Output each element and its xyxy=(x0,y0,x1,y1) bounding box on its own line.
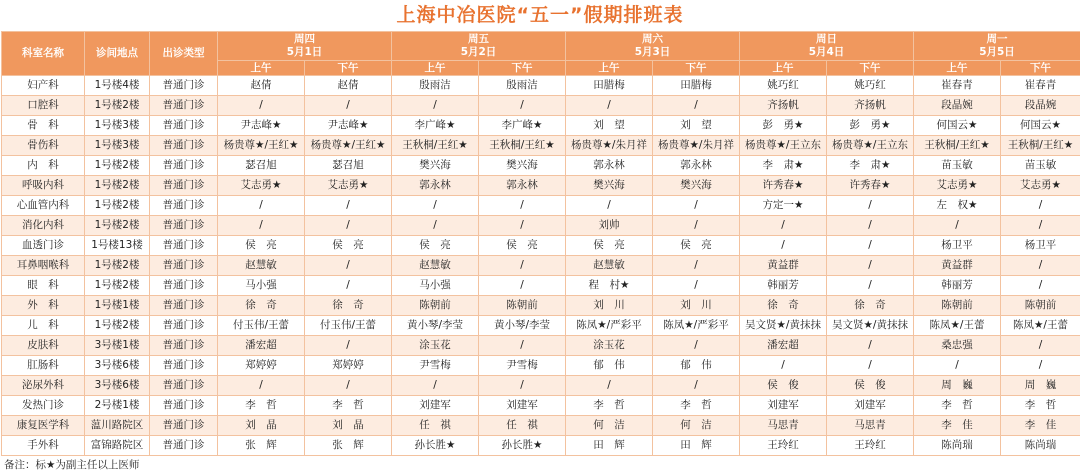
doctor-cell: 陈凤★/王蕾 xyxy=(914,316,1001,336)
table-row xyxy=(2,176,1080,196)
doctor-cell: 付玉伟/王蕾 xyxy=(218,316,305,336)
location-cell: 1号楼2楼 xyxy=(85,216,150,236)
doctor-cell: 张 辉 xyxy=(218,436,305,456)
doctor-cell: 艾志勇★ xyxy=(218,176,305,196)
location-cell: 富锦路院区 xyxy=(85,436,150,456)
doctor-cell: 周 巍 xyxy=(914,376,1001,396)
dept-cell: 泌尿外科 xyxy=(2,376,85,396)
doctor-cell: 程 村★ xyxy=(566,276,653,296)
table-row xyxy=(2,256,1080,276)
doctor-cell: / xyxy=(827,356,914,376)
header-day: 周五 5月2日 xyxy=(392,32,566,61)
doctor-cell: / xyxy=(653,276,740,296)
doctor-cell: 徐 奇 xyxy=(827,296,914,316)
doctor-cell: 王秋桐/王红★ xyxy=(479,136,566,156)
doctor-cell: 郁 伟 xyxy=(653,356,740,376)
doctor-cell: / xyxy=(827,256,914,276)
table-row xyxy=(2,116,1080,136)
doctor-cell: 段晶婉 xyxy=(1001,96,1080,116)
doctor-cell: / xyxy=(479,216,566,236)
doctor-cell: 刘 晶 xyxy=(305,416,392,436)
table-row xyxy=(2,376,1080,396)
doctor-cell: / xyxy=(305,96,392,116)
doctor-cell: / xyxy=(1001,216,1080,236)
header-session-am: 上午 xyxy=(914,61,1001,76)
doctor-cell: / xyxy=(653,196,740,216)
dept-cell: 消化内科 xyxy=(2,216,85,236)
doctor-cell: 杨贵尊★/王红★ xyxy=(305,136,392,156)
doctor-cell: / xyxy=(305,216,392,236)
doctor-cell: 侯 亮 xyxy=(218,236,305,256)
dept-cell: 康复医学科 xyxy=(2,416,85,436)
doctor-cell: 艾志勇★ xyxy=(305,176,392,196)
type-cell: 普通门诊 xyxy=(150,216,218,236)
type-cell: 普通门诊 xyxy=(150,136,218,156)
doctor-cell: 杨贵尊★/朱月祥 xyxy=(653,136,740,156)
doctor-cell: 尹雪梅 xyxy=(479,356,566,376)
dept-cell: 肛肠科 xyxy=(2,356,85,376)
doctor-cell: / xyxy=(827,336,914,356)
table-row xyxy=(2,236,1080,256)
doctor-cell: / xyxy=(1001,276,1080,296)
doctor-cell: 付玉伟/王蕾 xyxy=(305,316,392,336)
doctor-cell: 刘 川 xyxy=(566,296,653,316)
doctor-cell: 何国云★ xyxy=(1001,116,1080,136)
header-session-pm: 下午 xyxy=(1001,61,1080,76)
doctor-cell: 王玲红 xyxy=(740,436,827,456)
doctor-cell: 杨卫平 xyxy=(1001,236,1080,256)
doctor-cell: / xyxy=(305,336,392,356)
doctor-cell: 赵慧敏 xyxy=(392,256,479,276)
dept-cell: 皮肤科 xyxy=(2,336,85,356)
location-cell: 1号楼2楼 xyxy=(85,176,150,196)
doctor-cell: 李 佳 xyxy=(914,416,1001,436)
doctor-cell: 赵倩 xyxy=(218,76,305,96)
type-cell: 普通门诊 xyxy=(150,76,218,96)
doctor-cell: / xyxy=(305,256,392,276)
doctor-cell: 侯 亮 xyxy=(305,236,392,256)
type-cell: 普通门诊 xyxy=(150,176,218,196)
doctor-cell: 徐 奇 xyxy=(305,296,392,316)
doctor-cell: 郭永林 xyxy=(566,156,653,176)
doctor-cell: 侯 亮 xyxy=(566,236,653,256)
doctor-cell: 王秋桐/王红★ xyxy=(392,136,479,156)
doctor-cell: / xyxy=(218,216,305,236)
doctor-cell: / xyxy=(740,356,827,376)
table-row xyxy=(2,96,1080,116)
doctor-cell: 杨贵尊★/王立东 xyxy=(827,136,914,156)
header-session-am: 上午 xyxy=(392,61,479,76)
table-row xyxy=(2,216,1080,236)
table-row xyxy=(2,396,1080,416)
type-cell: 普通门诊 xyxy=(150,336,218,356)
doctor-cell: 孙长胜★ xyxy=(479,436,566,456)
doctor-cell: 郭永林 xyxy=(392,176,479,196)
table-row xyxy=(2,436,1080,456)
table-row xyxy=(2,356,1080,376)
doctor-cell: / xyxy=(479,196,566,216)
location-cell: 1号楼2楼 xyxy=(85,276,150,296)
location-cell: 2号楼1楼 xyxy=(85,396,150,416)
doctor-cell: / xyxy=(1001,256,1080,276)
dept-cell: 眼 科 xyxy=(2,276,85,296)
doctor-cell: 瑟召旭 xyxy=(305,156,392,176)
doctor-cell: / xyxy=(740,236,827,256)
doctor-cell: 李 哲 xyxy=(914,396,1001,416)
doctor-cell: 王玲红 xyxy=(827,436,914,456)
dept-cell: 儿 科 xyxy=(2,316,85,336)
dept-cell: 发热门诊 xyxy=(2,396,85,416)
doctor-cell: 李 哲 xyxy=(218,396,305,416)
doctor-cell: 刘建军 xyxy=(740,396,827,416)
doctor-cell: 姚巧红 xyxy=(827,76,914,96)
doctor-cell: 刘 望 xyxy=(653,116,740,136)
type-cell: 普通门诊 xyxy=(150,196,218,216)
doctor-cell: / xyxy=(392,196,479,216)
doctor-cell: 郁 伟 xyxy=(566,356,653,376)
location-cell: 3号楼6楼 xyxy=(85,356,150,376)
table-row xyxy=(2,276,1080,296)
doctor-cell: / xyxy=(827,236,914,256)
doctor-cell: / xyxy=(566,376,653,396)
doctor-cell: 黄小琴/李莹 xyxy=(479,316,566,336)
doctor-cell: 张 辉 xyxy=(305,436,392,456)
doctor-cell: / xyxy=(479,96,566,116)
doctor-cell: 陈朝前 xyxy=(1001,296,1080,316)
header-session-pm: 下午 xyxy=(827,61,914,76)
type-cell: 普通门诊 xyxy=(150,276,218,296)
doctor-cell: / xyxy=(392,376,479,396)
doctor-cell: / xyxy=(566,96,653,116)
type-cell: 普通门诊 xyxy=(150,316,218,336)
doctor-cell: 殷雨洁 xyxy=(392,76,479,96)
doctor-cell: / xyxy=(653,96,740,116)
doctor-cell: 侯 亮 xyxy=(479,236,566,256)
doctor-cell: 李 肃★ xyxy=(740,156,827,176)
doctor-cell: 侯 俊 xyxy=(827,376,914,396)
doctor-cell: 杨贵尊★/王红★ xyxy=(218,136,305,156)
doctor-cell: 殷雨洁 xyxy=(479,76,566,96)
doctor-cell: 陈凤★/王蕾 xyxy=(1001,316,1080,336)
doctor-cell: 刘建军 xyxy=(392,396,479,416)
doctor-cell: / xyxy=(218,96,305,116)
doctor-cell: 涂玉花 xyxy=(566,336,653,356)
type-cell: 普通门诊 xyxy=(150,436,218,456)
doctor-cell: 刘 川 xyxy=(653,296,740,316)
doctor-cell: / xyxy=(653,216,740,236)
doctor-cell: / xyxy=(479,276,566,296)
doctor-cell: 彭 勇★ xyxy=(827,116,914,136)
table-row xyxy=(2,296,1080,316)
doctor-cell: / xyxy=(218,196,305,216)
doctor-cell: 何 洁 xyxy=(566,416,653,436)
type-cell: 普通门诊 xyxy=(150,296,218,316)
doctor-cell: 徐 奇 xyxy=(218,296,305,316)
doctor-cell: 赵慧敏 xyxy=(218,256,305,276)
doctor-cell: / xyxy=(479,256,566,276)
doctor-cell: / xyxy=(827,196,914,216)
doctor-cell: 赵倩 xyxy=(305,76,392,96)
doctor-cell: 樊兴海 xyxy=(653,176,740,196)
doctor-cell: / xyxy=(740,216,827,236)
doctor-cell: 瑟召旭 xyxy=(218,156,305,176)
header-day: 周四 5月1日 xyxy=(218,32,392,61)
doctor-cell: 杨卫平 xyxy=(914,236,1001,256)
doctor-cell: 韩丽芳 xyxy=(740,276,827,296)
header-day: 周日 5月4日 xyxy=(740,32,914,61)
doctor-cell: 齐扬帆 xyxy=(740,96,827,116)
doctor-cell: 尹志峰★ xyxy=(305,116,392,136)
doctor-cell: / xyxy=(653,376,740,396)
doctor-cell: 徐 奇 xyxy=(740,296,827,316)
doctor-cell: 苗玉敏 xyxy=(1001,156,1080,176)
doctor-cell: 李广峰★ xyxy=(479,116,566,136)
doctor-cell: 李 哲 xyxy=(305,396,392,416)
dept-cell: 口腔科 xyxy=(2,96,85,116)
type-cell: 普通门诊 xyxy=(150,236,218,256)
doctor-cell: 田 辉 xyxy=(566,436,653,456)
doctor-cell: 马思青 xyxy=(740,416,827,436)
doctor-cell: / xyxy=(827,216,914,236)
doctor-cell: 刘建军 xyxy=(827,396,914,416)
header-day: 周一 5月5日 xyxy=(914,32,1080,61)
doctor-cell: 崔春青 xyxy=(1001,76,1080,96)
doctor-cell: / xyxy=(914,216,1001,236)
doctor-cell: 崔春青 xyxy=(914,76,1001,96)
schedule-table xyxy=(1,31,1080,456)
type-cell: 普通门诊 xyxy=(150,396,218,416)
type-cell: 普通门诊 xyxy=(150,156,218,176)
doctor-cell: / xyxy=(305,196,392,216)
doctor-cell: / xyxy=(305,376,392,396)
header-session-pm: 下午 xyxy=(653,61,740,76)
doctor-cell: 任 祺 xyxy=(479,416,566,436)
doctor-cell: 杨贵尊★/王立东 xyxy=(740,136,827,156)
doctor-cell: 左 权★ xyxy=(914,196,1001,216)
doctor-cell: 郭永林 xyxy=(479,176,566,196)
doctor-cell: / xyxy=(479,376,566,396)
doctor-cell: / xyxy=(653,256,740,276)
doctor-cell: 郑婷婷 xyxy=(305,356,392,376)
doctor-cell: 黄益群 xyxy=(914,256,1001,276)
doctor-cell: 吴文贤★/黄抹抹 xyxy=(740,316,827,336)
doctor-cell: 王秋桐/王红★ xyxy=(914,136,1001,156)
doctor-cell: 孙长胜★ xyxy=(392,436,479,456)
dept-cell: 内 科 xyxy=(2,156,85,176)
doctor-cell: / xyxy=(1001,196,1080,216)
doctor-cell: 吴文贤★/黄抹抹 xyxy=(827,316,914,336)
doctor-cell: / xyxy=(566,196,653,216)
doctor-cell: 侯 亮 xyxy=(653,236,740,256)
doctor-cell: 何 洁 xyxy=(653,416,740,436)
table-row xyxy=(2,196,1080,216)
header-day: 周六 5月3日 xyxy=(566,32,740,61)
doctor-cell: 尹志峰★ xyxy=(218,116,305,136)
doctor-cell: 侯 俊 xyxy=(740,376,827,396)
doctor-cell: 马小强 xyxy=(392,276,479,296)
header-type: 出诊类型 xyxy=(150,32,218,76)
doctor-cell: 侯 亮 xyxy=(392,236,479,256)
table-row xyxy=(2,416,1080,436)
location-cell: 1号楼2楼 xyxy=(85,156,150,176)
doctor-cell: / xyxy=(305,276,392,296)
page-title: 上海中冶医院“五一”假期排班表 xyxy=(0,0,1080,31)
doctor-cell: 李 哲 xyxy=(1001,396,1080,416)
doctor-cell: 陈朝前 xyxy=(914,296,1001,316)
header-dept: 科室名称 xyxy=(2,32,85,76)
dept-cell: 手外科 xyxy=(2,436,85,456)
doctor-cell: 艾志勇★ xyxy=(1001,176,1080,196)
doctor-cell: 黄益群 xyxy=(740,256,827,276)
doctor-cell: 陈朝前 xyxy=(479,296,566,316)
location-cell: 1号楼4楼 xyxy=(85,76,150,96)
dept-cell: 心血管内科 xyxy=(2,196,85,216)
location-cell: 1号楼2楼 xyxy=(85,256,150,276)
table-row xyxy=(2,76,1080,96)
doctor-cell: 桑忠强 xyxy=(914,336,1001,356)
doctor-cell: 陈凤★/严彩平 xyxy=(653,316,740,336)
doctor-cell: 刘帅 xyxy=(566,216,653,236)
type-cell: 普通门诊 xyxy=(150,116,218,136)
header-session-am: 上午 xyxy=(740,61,827,76)
type-cell: 普通门诊 xyxy=(150,416,218,436)
doctor-cell: 潘宏超 xyxy=(218,336,305,356)
doctor-cell: 杨贵尊★/朱月祥 xyxy=(566,136,653,156)
location-cell: 3号楼6楼 xyxy=(85,376,150,396)
doctor-cell: / xyxy=(653,336,740,356)
doctor-cell: 何国云★ xyxy=(914,116,1001,136)
doctor-cell: 尹雪梅 xyxy=(392,356,479,376)
header-session-pm: 下午 xyxy=(479,61,566,76)
doctor-cell: 樊兴海 xyxy=(479,156,566,176)
dept-cell: 血透门诊 xyxy=(2,236,85,256)
doctor-cell: / xyxy=(1001,356,1080,376)
doctor-cell: 齐扬帆 xyxy=(827,96,914,116)
doctor-cell: / xyxy=(392,96,479,116)
doctor-cell: 李 佳 xyxy=(1001,416,1080,436)
header-session-am: 上午 xyxy=(218,61,305,76)
doctor-cell: 马思青 xyxy=(827,416,914,436)
doctor-cell: 田腊梅 xyxy=(566,76,653,96)
doctor-cell: 潘宏超 xyxy=(740,336,827,356)
location-cell: 1号楼1楼 xyxy=(85,296,150,316)
dept-cell: 耳鼻咽喉科 xyxy=(2,256,85,276)
doctor-cell: 李广峰★ xyxy=(392,116,479,136)
doctor-cell: 陈尚瑞 xyxy=(914,436,1001,456)
table-row xyxy=(2,316,1080,336)
location-cell: 1号楼2楼 xyxy=(85,96,150,116)
location-cell: 1号楼2楼 xyxy=(85,316,150,336)
location-cell: 1号楼2楼 xyxy=(85,196,150,216)
doctor-cell: 姚巧红 xyxy=(740,76,827,96)
dept-cell: 骨伤科 xyxy=(2,136,85,156)
doctor-cell: 陈朝前 xyxy=(392,296,479,316)
doctor-cell: 段晶婉 xyxy=(914,96,1001,116)
doctor-cell: / xyxy=(1001,336,1080,356)
doctor-cell: 李 哲 xyxy=(653,396,740,416)
footnote: 备注：标★为副主任以上医师 xyxy=(0,456,1080,474)
doctor-cell: 李 肃★ xyxy=(827,156,914,176)
doctor-cell: 彭 勇★ xyxy=(740,116,827,136)
table-row xyxy=(2,156,1080,176)
location-cell: 蕰川路院区 xyxy=(85,416,150,436)
table-row xyxy=(2,136,1080,156)
doctor-cell: / xyxy=(827,276,914,296)
doctor-cell: / xyxy=(218,376,305,396)
header-session-pm: 下午 xyxy=(305,61,392,76)
location-cell: 1号楼3楼 xyxy=(85,116,150,136)
doctor-cell: / xyxy=(914,356,1001,376)
doctor-cell: 李 哲 xyxy=(566,396,653,416)
dept-cell: 外 科 xyxy=(2,296,85,316)
doctor-cell: 涂玉花 xyxy=(392,336,479,356)
type-cell: 普通门诊 xyxy=(150,356,218,376)
type-cell: 普通门诊 xyxy=(150,376,218,396)
type-cell: 普通门诊 xyxy=(150,96,218,116)
doctor-cell: 苗玉敏 xyxy=(914,156,1001,176)
doctor-cell: 方定一★ xyxy=(740,196,827,216)
doctor-cell: 田腊梅 xyxy=(653,76,740,96)
doctor-cell: 周 巍 xyxy=(1001,376,1080,396)
doctor-cell: / xyxy=(392,216,479,236)
table-row xyxy=(2,336,1080,356)
doctor-cell: 刘 晶 xyxy=(218,416,305,436)
doctor-cell: 黄小琴/李莹 xyxy=(392,316,479,336)
header-session-am: 上午 xyxy=(566,61,653,76)
doctor-cell: 樊兴海 xyxy=(566,176,653,196)
doctor-cell: 王秋桐/王红★ xyxy=(1001,136,1080,156)
doctor-cell: 郭永林 xyxy=(653,156,740,176)
type-cell: 普通门诊 xyxy=(150,256,218,276)
doctor-cell: 郑婷婷 xyxy=(218,356,305,376)
doctor-cell: 许秀春★ xyxy=(740,176,827,196)
location-cell: 3号楼1楼 xyxy=(85,336,150,356)
dept-cell: 妇产科 xyxy=(2,76,85,96)
doctor-cell: 刘 望 xyxy=(566,116,653,136)
doctor-cell: 赵慧敏 xyxy=(566,256,653,276)
header-location: 诊间地点 xyxy=(85,32,150,76)
doctor-cell: 樊兴海 xyxy=(392,156,479,176)
doctor-cell: 任 祺 xyxy=(392,416,479,436)
dept-cell: 呼吸内科 xyxy=(2,176,85,196)
location-cell: 1号楼3楼 xyxy=(85,136,150,156)
dept-cell: 骨 科 xyxy=(2,116,85,136)
doctor-cell: 刘建军 xyxy=(479,396,566,416)
doctor-cell: 田 辉 xyxy=(653,436,740,456)
doctor-cell: 韩丽芳 xyxy=(914,276,1001,296)
doctor-cell: 陈尚瑞 xyxy=(1001,436,1080,456)
doctor-cell: 马小强 xyxy=(218,276,305,296)
doctor-cell: / xyxy=(479,336,566,356)
doctor-cell: 陈凤★/严彩平 xyxy=(566,316,653,336)
doctor-cell: 许秀春★ xyxy=(827,176,914,196)
location-cell: 1号楼13楼 xyxy=(85,236,150,256)
doctor-cell: 艾志勇★ xyxy=(914,176,1001,196)
